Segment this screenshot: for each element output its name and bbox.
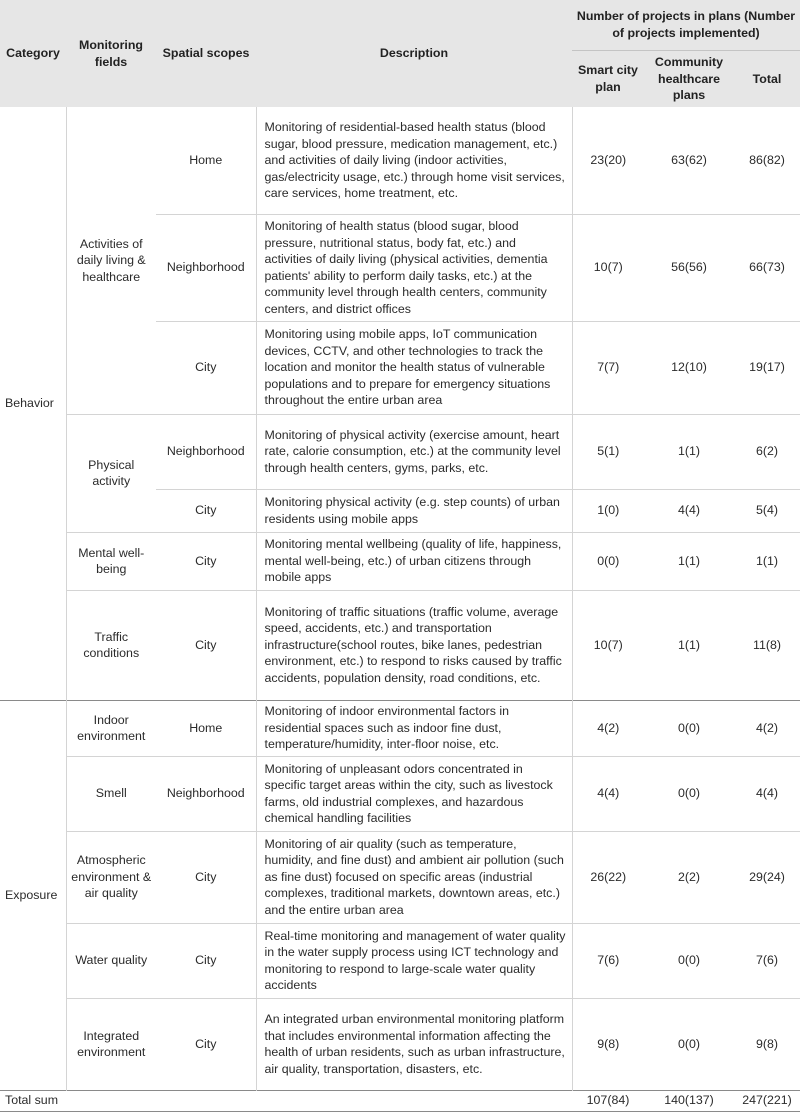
field-water-quality: Water quality — [66, 923, 156, 998]
description-cell: Monitoring of unpleasant odors concentrated in specific target areas within the city, such as livestock farms, old industrial complexes, and hazardous chemical handling facilities — [256, 756, 572, 831]
total-value: 6(2) — [734, 414, 800, 489]
scope-cell: Neighborhood — [156, 214, 256, 321]
scope-cell: City — [156, 532, 256, 590]
description-cell: Real-time monitoring and management of water quality in the water supply process using ICT technology and monitoring to respond to large-scale water quality accidents — [256, 923, 572, 998]
header-smart-city-plan: Smart city plan — [572, 50, 644, 107]
header-community-healthcare-plans: Community healthcare plans — [644, 50, 734, 107]
total-smart-city: 107(84) — [572, 1090, 644, 1111]
header-category: Category — [0, 0, 66, 107]
smart-city-value: 26(22) — [572, 831, 644, 923]
community-value: 1(1) — [644, 414, 734, 489]
field-integrated-environment: Integrated environment — [66, 998, 156, 1090]
description-cell: Monitoring of indoor environmental factors in residential spaces such as indoor fine dust, temperature/humidity, inter-floor noise, etc. — [256, 700, 572, 756]
total-value: 4(4) — [734, 756, 800, 831]
community-value: 0(0) — [644, 998, 734, 1090]
smart-city-value: 1(0) — [572, 489, 644, 532]
total-value: 86(82) — [749, 153, 785, 167]
community-value: 0(0) — [644, 923, 734, 998]
community-value: 0(0) — [644, 756, 734, 831]
community-value: 0(0) — [644, 700, 734, 756]
smart-city-value: 7(7) — [572, 321, 644, 414]
community-value: 12(10) — [644, 321, 734, 414]
scope-cell: Neighborhood — [156, 756, 256, 831]
smart-city-value: 4(2) — [572, 700, 644, 756]
scope-cell: Neighborhood — [156, 414, 256, 489]
community-value: 1(1) — [644, 532, 734, 590]
description-cell: Monitoring of physical activity (exercise amount, heart rate, calorie consumption, etc.) at the community level through health centers, gyms, parks, etc. — [256, 414, 572, 489]
total-value: 29(24) — [734, 831, 800, 923]
community-value: 2(2) — [644, 831, 734, 923]
scope-cell: Home — [156, 700, 256, 756]
community-value: 1(1) — [644, 590, 734, 700]
total-value: 9(8) — [734, 998, 800, 1090]
smart-city-value: 10(7) — [572, 214, 644, 321]
smart-city-value: 5(1) — [572, 414, 644, 489]
header-spatial-scopes: Spatial scopes — [156, 0, 256, 107]
description-cell: Monitoring of traffic situations (traffic volume, average speed, accidents, etc.) and transportation infrastructure(school routes, bike lanes, pedestrian environment, etc.) to respond to risks caused by traffic accidents, population density, road conditions, etc. — [256, 590, 572, 700]
header-total: Total — [734, 50, 800, 107]
smart-city-value: 10(7) — [572, 590, 644, 700]
community-value: 56(56) — [644, 214, 734, 321]
scope-cell: City — [156, 831, 256, 923]
total-community: 140(137) — [644, 1090, 734, 1111]
field-physical-activity: Physical activity — [66, 414, 156, 532]
smart-city-value: 9(8) — [572, 998, 644, 1090]
scope-cell: City — [156, 590, 256, 700]
field-indoor-environment: Indoor environment — [66, 700, 156, 756]
description-cell: Monitoring mental wellbeing (quality of life, happiness, mental well-being, etc.) of urban citizens through mobile apps — [256, 532, 572, 590]
total-value: 7(6) — [734, 923, 800, 998]
scope-cell: City — [156, 998, 256, 1090]
total-value: 11(8) — [734, 590, 800, 700]
scope-cell: City — [156, 923, 256, 998]
scope-cell: Home — [189, 153, 223, 167]
smart-city-value: 0(0) — [572, 532, 644, 590]
field-atmospheric-air-quality: Atmospheric environment & air quality — [66, 831, 156, 923]
description-cell: Monitoring of air quality (such as temperature, humidity, and fine dust) and ambient air pollution (such as fine dust) focused on specific areas (industrial complexes, traditional markets, downtown areas, etc.) and the entire urban area — [256, 831, 572, 923]
category-behavior: Behavior — [5, 396, 54, 410]
field-smell: Smell — [66, 756, 156, 831]
total-sum-label: Total sum — [0, 1090, 572, 1111]
community-value: 63(62) — [671, 153, 707, 167]
scope-cell: City — [156, 321, 256, 414]
smart-city-value: 4(4) — [572, 756, 644, 831]
field-activities-daily-living: Activities of daily living & healthcare — [66, 107, 156, 414]
total-value: 4(2) — [734, 700, 800, 756]
total-value: 66(73) — [734, 214, 800, 321]
description-cell: Monitoring using mobile apps, IoT communication devices, CCTV, and other technologies to track the location and monitor the health status of vulnerable populations and to prepare for emergency situations throughout the entire urban area — [256, 321, 572, 414]
description-cell: An integrated urban environmental monitoring platform that includes environmental information affecting the health of urban residents, such as urban infrastructure, air quality, transportation, disasters, etc. — [256, 998, 572, 1090]
field-mental-well-being: Mental well-being — [66, 532, 156, 590]
smart-city-value: 7(6) — [572, 923, 644, 998]
description-cell: Monitoring of health status (blood sugar, blood pressure, nutritional status, body fat, etc.) and activities of daily living (physical activities, dementia patients' ability to perform daily tasks, etc.) at the community level through health centers, community centers, and district offices — [256, 214, 572, 321]
total-value: 1(1) — [734, 532, 800, 590]
community-value: 4(4) — [644, 489, 734, 532]
description-cell: Monitoring physical activity (e.g. step counts) of urban residents using mobile apps — [256, 489, 572, 532]
smart-city-value: 23(20) — [572, 107, 644, 214]
header-plans-group: Number of projects in plans (Number of projects implemented) — [572, 0, 800, 50]
total-value: 19(17) — [734, 321, 800, 414]
category-exposure: Exposure — [0, 700, 66, 1090]
total-overall: 247(221) — [734, 1090, 800, 1111]
header-description: Description — [256, 0, 572, 107]
header-monitoring-fields: Monitoring fields — [66, 0, 156, 107]
scope-cell: City — [156, 489, 256, 532]
description-cell: Monitoring of residential-based health status (blood sugar, blood pressure, medication management, etc.) and activities of daily living (indoor activities, gas/electricity usage, etc.) through home visit services, care services, home treatment, etc. — [256, 107, 572, 214]
total-value: 5(4) — [734, 489, 800, 532]
field-traffic-conditions: Traffic conditions — [66, 590, 156, 700]
